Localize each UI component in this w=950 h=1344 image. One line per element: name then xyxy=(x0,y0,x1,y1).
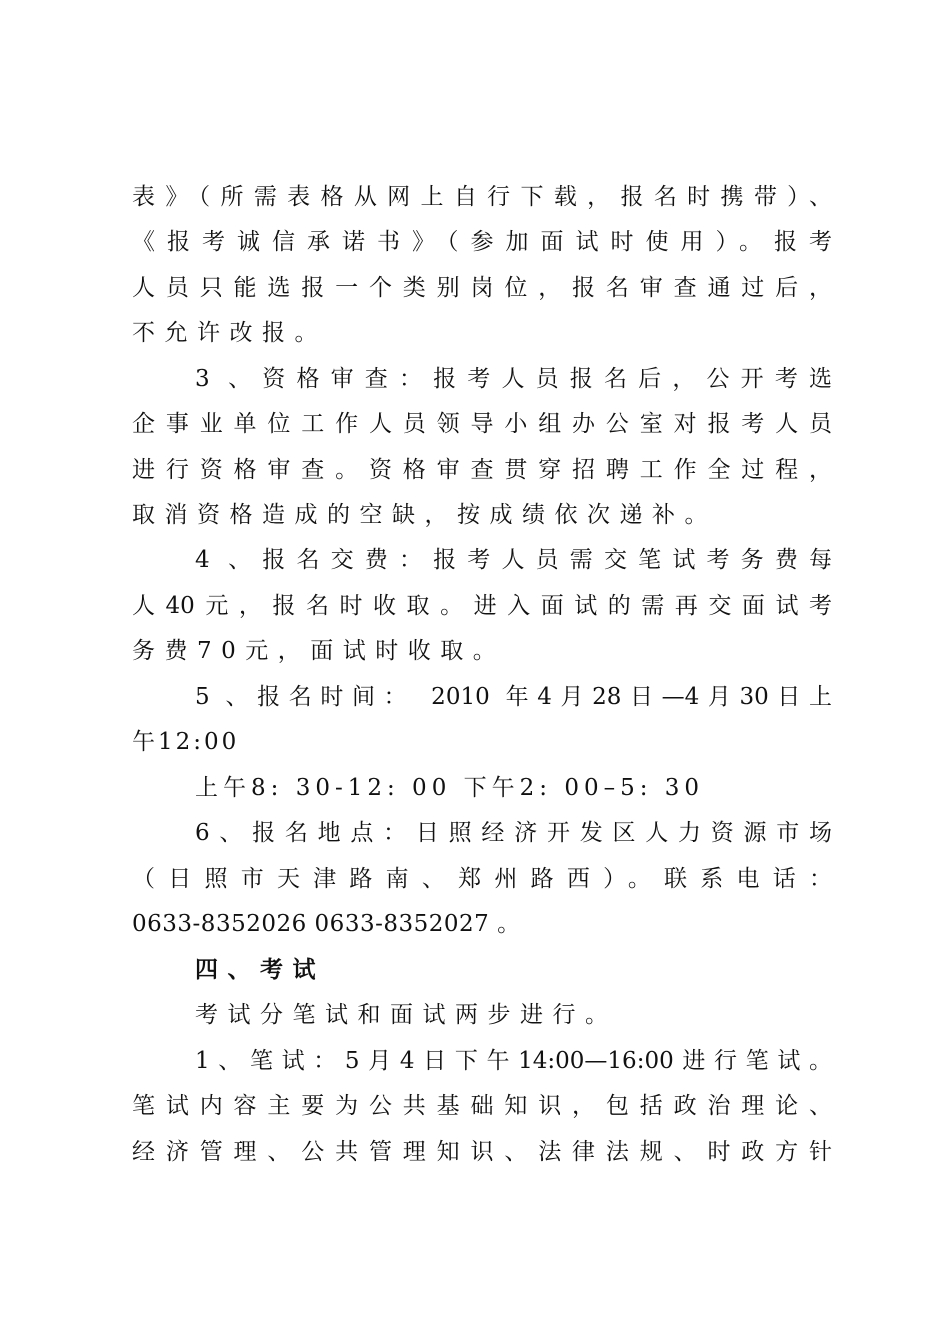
body-line: （日照市天津路南、郑州路西）。联系电话： xyxy=(132,866,832,892)
body-line: 5 、报名时间： 2010 年4月28日—4月30日上 xyxy=(195,684,832,710)
body-line: 人40元，报名时收取。进入面试的需再交面试考 xyxy=(132,593,832,619)
body-line: 进行资格审查。资格审查贯穿招聘工作全过程， xyxy=(132,457,832,483)
body-line: 表》（所需表格从网上自行下载，报名时携带）、 xyxy=(132,184,832,210)
body-line: 笔试内容主要为公共基础知识，包括政治理论、 xyxy=(132,1093,832,1119)
body-line: 不允许改报。 xyxy=(132,320,327,346)
body-line: 考试分笔试和面试两步进行。 xyxy=(195,1002,618,1028)
body-line: 6、报名地点：日照经济开发区人力资源市场 xyxy=(195,820,832,846)
body-line: 经济管理、公共管理知识、法律法规、时政方针 xyxy=(132,1139,832,1165)
body-line: 0633-8352026 0633-8352027 。 xyxy=(132,911,521,937)
body-line: 企事业单位工作人员领导小组办公室对报考人员 xyxy=(132,411,832,437)
body-line: 上午8: 30-12: 00 下午2: 00–5: 30 xyxy=(195,775,705,801)
body-line: 人员只能选报一个类别岗位，报名审查通过后， xyxy=(132,275,832,301)
body-line: 4 、报名交费：报考人员需交笔试考务费每 xyxy=(195,547,832,573)
body-line: 《报考诚信承诺书》（参加面试时使用）。报考 xyxy=(132,229,832,255)
body-line: 1、笔试：5月4日下午14:00—16:00进行笔试。 xyxy=(195,1048,832,1074)
section-heading: 四、考试 xyxy=(195,956,325,983)
body-line: 3 、资格审查：报考人员报名后，公开考选 xyxy=(195,366,832,392)
body-line: 午12:00 xyxy=(132,729,240,755)
body-line: 务费70元，面试时收取。 xyxy=(132,638,506,664)
body-line: 取消资格造成的空缺，按成绩依次递补。 xyxy=(132,502,717,528)
